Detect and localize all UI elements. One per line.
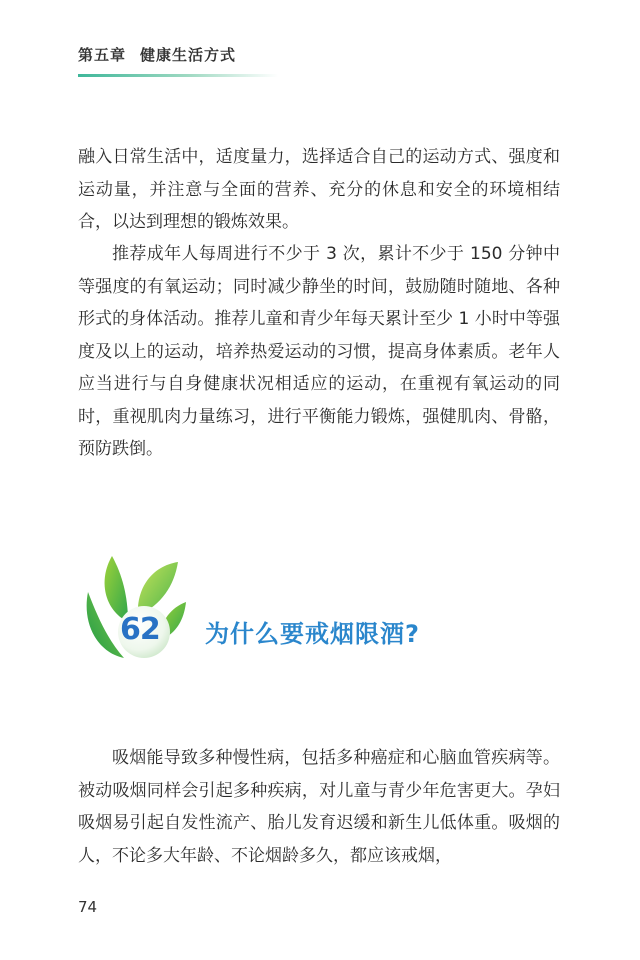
section-number: 62 xyxy=(120,612,160,647)
body-paragraph-2: 推荐成年人每周进行不少于 3 次，累计不少于 150 分钟中等强度的有氧运动；同时减少静坐的时间，鼓励随时随地、各种形式的身体活动。推荐儿童和青少年每天累计至少 1 小时中等强度及以上的运动，培养热爱运动的习惯，提高身体素质。老年人应当进行与自身健康状况相适应的运动，在重视有氧运动的同时，重视肌肉力量练习，进行平衡能力锻炼，强健肌肉、骨骼，预防跌倒。 xyxy=(78,244,560,459)
page-number: 74 xyxy=(78,898,98,916)
running-header xyxy=(78,44,236,65)
chapter-label: 第五章 xyxy=(78,46,127,64)
body-paragraph-1: 融入日常生活中，适度量力，选择适合自己的运动方式、强度和运动量，并注意与全面的营养、充分的休息和安全的环境相结合，以达到理想的锻炼效果。 xyxy=(78,147,560,232)
chapter-title: 健康生活方式 xyxy=(140,46,237,64)
green-leaf-icon xyxy=(78,552,188,664)
section-heading xyxy=(78,552,498,664)
header-rule xyxy=(78,74,278,77)
body-paragraph-3: 吸烟能导致多种慢性病，包括多种癌症和心脑血管疾病等。被动吸烟同样会引起多种疾病，对儿童与青少年危害更大。孕妇吸烟易引起自发性流产、胎儿发育迟缓和新生儿低体重。吸烟的人，不论多大年龄、不论烟龄多久，都应该戒烟， xyxy=(78,748,560,866)
section-title: 为什么要戒烟限酒? xyxy=(205,620,420,648)
